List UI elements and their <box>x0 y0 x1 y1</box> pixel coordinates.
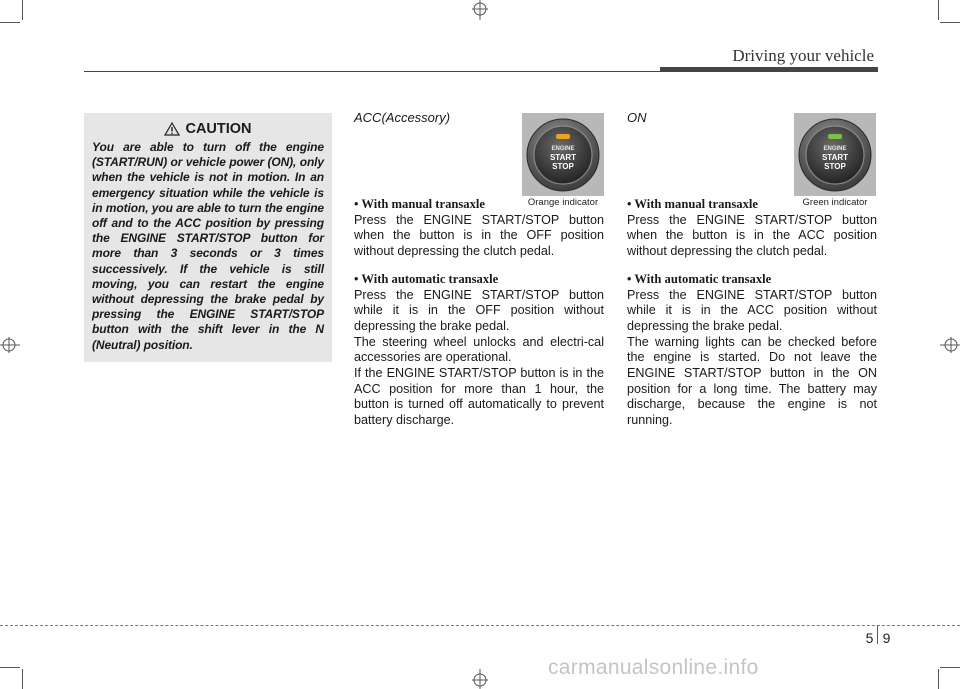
acc-manual-heading: • With manual transaxle <box>354 197 485 211</box>
acc-steering-text: The steering wheel unlocks and electri-cal accessories are operational. <box>354 334 604 365</box>
svg-text:ENGINE: ENGINE <box>551 146 575 152</box>
crop-mark <box>0 22 20 23</box>
page-number-value: 9 <box>882 630 891 646</box>
on-image-caption: Green indicator <box>794 196 876 210</box>
crop-mark <box>22 669 23 689</box>
crop-mark <box>938 0 939 20</box>
on-auto-text: Press the ENGINE START/STOP button while it is in the ACC position without depressing the brake pedal. <box>627 287 877 333</box>
svg-text:START: START <box>821 153 849 162</box>
warning-triangle-icon <box>164 122 180 136</box>
crop-mark <box>938 669 939 689</box>
svg-text:START: START <box>549 153 577 162</box>
on-button-illustration <box>794 113 876 210</box>
on-auto-heading: • With automatic transaxle <box>627 271 772 286</box>
on-manual-text: Press the ENGINE START/STOP button when the button is in the ACC position without depressing the clutch pedal. <box>627 212 877 259</box>
crop-mark <box>0 667 20 668</box>
engine-start-stop-button-icon <box>794 113 876 196</box>
acc-hour-text: If the ENGINE START/STOP button is in the ACC position for more than 1 hour, the button is turned off automatically to prevent battery discharge. <box>354 366 604 428</box>
caution-box <box>84 113 332 362</box>
svg-text:STOP: STOP <box>824 162 846 171</box>
acc-manual-text: Press the ENGINE START/STOP button when the button is in the OFF position without depressing the clutch pedal. <box>354 212 604 259</box>
engine-start-stop-button-icon <box>522 113 604 196</box>
header-rule <box>84 71 660 72</box>
on-manual-heading: • With manual transaxle <box>627 197 758 211</box>
svg-text:STOP: STOP <box>552 162 574 171</box>
caution-text: You are able to turn off the engine (START/RUN) or vehicle power (ON), only when the vehicle is not in motion. In an emergency situation while the vehicle is in motion, you are able to turn the engine off and to the ACC position by pressing the ENGINE START/STOP button for more than 3 seconds or 3 times successively. If the vehicle is still moving, you can restart the engine without depressing the brake pedal by pressing the ENGINE START/STOP button with the shift lever in the N (Neutral) position. <box>92 140 324 352</box>
acc-title: ACC(Accessory) <box>354 110 451 125</box>
svg-text:ENGINE: ENGINE <box>823 146 847 152</box>
caution-heading <box>92 121 324 137</box>
header-rule-accent <box>660 67 878 72</box>
watermark: carmanualsonline.info <box>548 656 759 679</box>
on-warning-text: The warning lights can be checked before the engine is started. Do not leave the ENGINE START/STOP button in the ON position for a long time. The battery may discharge, because the engine is not running. <box>627 334 877 428</box>
acc-image-caption: Orange indicator <box>522 196 604 210</box>
on-title: ON <box>627 110 647 125</box>
registration-mark <box>470 0 490 20</box>
acc-button-illustration <box>522 113 604 210</box>
acc-auto-text: Press the ENGINE START/STOP button while it is in the OFF position without depressing the brake pedal. <box>354 287 604 333</box>
caution-label: CAUTION <box>185 121 252 137</box>
registration-mark <box>940 335 960 355</box>
crop-mark <box>940 22 960 23</box>
registration-mark <box>0 335 20 355</box>
footer-rule <box>0 625 960 627</box>
registration-mark <box>470 669 490 689</box>
section-header-title: Driving your vehicle <box>732 46 874 65</box>
page-number <box>861 630 895 646</box>
crop-mark <box>22 0 23 20</box>
acc-auto-heading: • With automatic transaxle <box>354 271 499 286</box>
section-number: 5 <box>865 630 874 646</box>
crop-mark <box>940 667 960 668</box>
